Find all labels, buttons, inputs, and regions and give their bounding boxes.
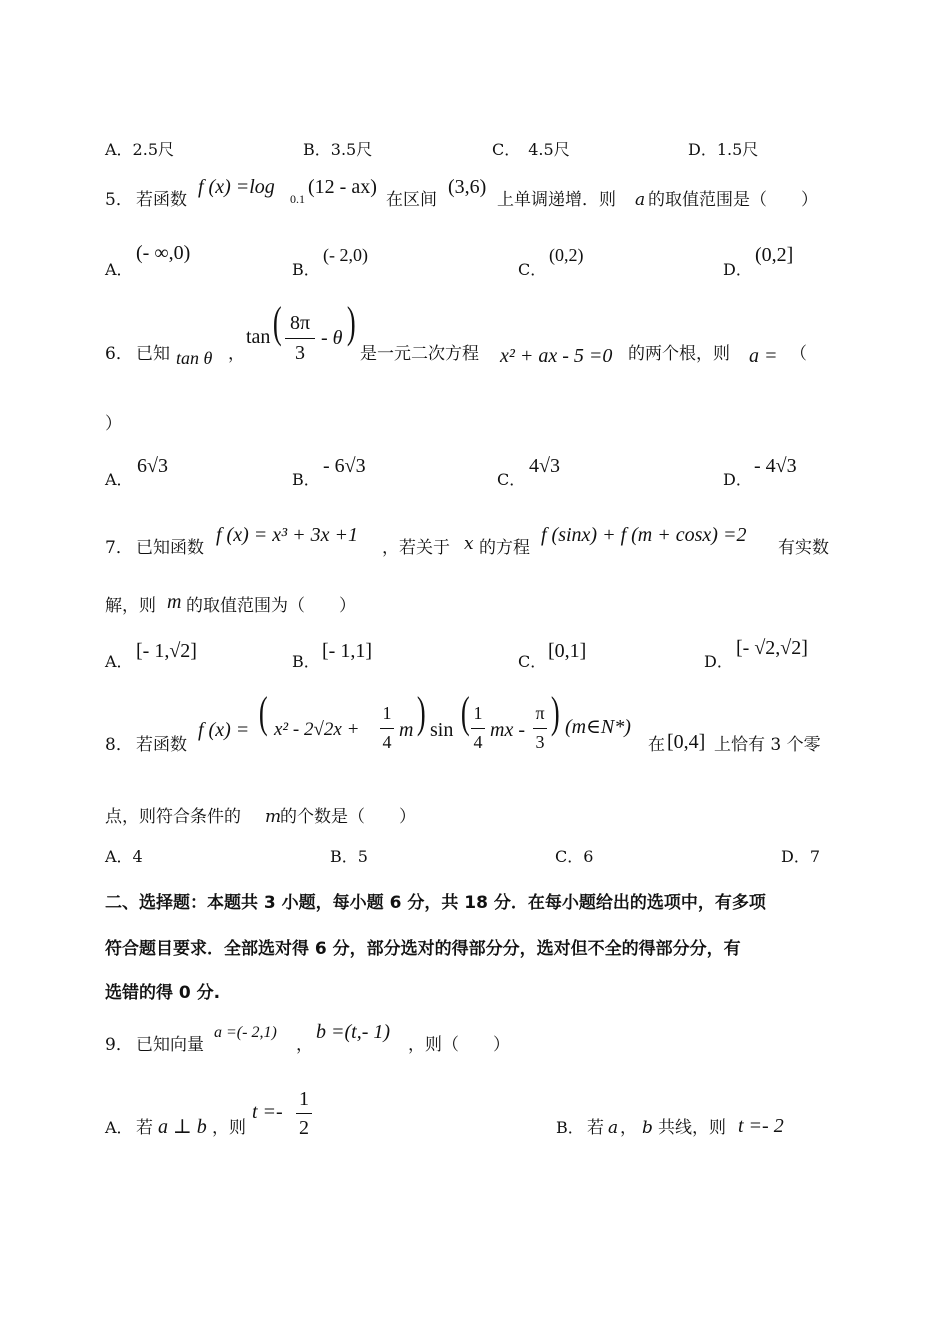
q5-option-a-label: A． <box>105 260 133 279</box>
q7-m: m <box>167 591 182 613</box>
q5-log-base: 0.1 <box>290 192 305 206</box>
q6-option-b: - 6√3 <box>323 455 366 477</box>
q6-minus-theta: - θ <box>321 327 343 349</box>
q8-option-b: B．5 <box>330 847 368 866</box>
q8-text: 在 <box>648 735 665 755</box>
q6-option-c-label: C． <box>497 470 526 489</box>
q6-tan-theta: tan θ <box>176 348 213 368</box>
q9-text: 已知向量 <box>136 1035 204 1055</box>
q5-text: 若函数 <box>136 190 187 210</box>
q5-function: f (x) =log <box>198 176 275 198</box>
q6-option-d: - 4√3 <box>754 455 797 477</box>
q5-interval: (3,6) <box>448 176 487 198</box>
q7-option-c-label: C． <box>518 652 547 671</box>
q8-frac3-bar <box>533 728 547 729</box>
q5-text: 上单调递增．则 <box>497 190 616 210</box>
q6-option-d-label: D． <box>723 470 752 489</box>
q6-text: 已知 <box>136 344 170 364</box>
q4-option-a: A．2.5尺 <box>105 140 175 159</box>
q9-option-a-text: ，则 <box>212 1118 246 1138</box>
q8-text: 若函数 <box>136 735 187 755</box>
q5-option-d: (0,2] <box>755 244 794 266</box>
q6-option-b-label: B． <box>292 470 320 489</box>
q9-option-a-frac-den: 2 <box>299 1117 309 1139</box>
q8-text: 的个数是（ ） <box>280 807 416 827</box>
q5-option-b-label: B． <box>292 260 320 279</box>
q7-text: ，若关于 <box>382 538 450 558</box>
q8-frac3-den: 3 <box>535 732 545 752</box>
q5-option-d-label: D． <box>723 260 752 279</box>
q7-text: 的取值范围为（ ） <box>186 596 356 616</box>
q9-option-a-frac-num: 1 <box>299 1088 309 1110</box>
q8-number: 8． <box>105 735 133 755</box>
q4-option-b: B．3.5尺 <box>303 140 373 159</box>
q9-option-b-a: a <box>608 1118 619 1138</box>
q8-frac2-bar <box>471 728 485 729</box>
section-2-line-2: 符合题目要求．全部选对得 6 分，部分选对的得部分分，选对但不全的得部分分，有 <box>105 939 741 959</box>
q7-equation: f (sinx) + f (m + cosx) =2 <box>541 524 747 546</box>
q5-option-b: (- 2,0) <box>323 245 368 265</box>
q7-text: 解，则 <box>105 596 156 616</box>
q8-part1: x² - 2√2x + <box>274 719 360 740</box>
q6-frac-numerator: 8π <box>289 312 311 334</box>
q8-text: 上恰有 3 个零 <box>714 735 821 755</box>
q6-text: 的两个根，则 <box>628 344 730 364</box>
q8-sin: sin <box>430 719 454 741</box>
q7-option-c: [0,1] <box>548 640 587 662</box>
q9-option-b-comma: ， <box>620 1118 637 1138</box>
q4-option-c: C． 4.5尺 <box>492 140 570 159</box>
q7-option-a-label: A． <box>105 652 133 671</box>
q4-option-d: D．1.5尺 <box>688 140 759 159</box>
q9-option-b-t: t =- 2 <box>738 1115 784 1137</box>
q7-option-b-label: B． <box>292 652 320 671</box>
q8-frac1-bar <box>380 728 394 729</box>
q8-option-c: C．6 <box>555 847 594 866</box>
q6-left-paren: ( <box>272 298 282 347</box>
q5-option-c-label: C． <box>518 260 547 279</box>
section-2-line-3: 选错的得 0 分. <box>105 983 221 1003</box>
q6-option-c: 4√3 <box>529 455 560 477</box>
q9-vector-a: a =(- 2,1) <box>214 1024 277 1041</box>
q9-option-a-text: 若 <box>136 1118 153 1138</box>
q6-number: 6． <box>105 344 133 364</box>
q9-option-b-text: 若 <box>587 1118 604 1138</box>
q8-m: m <box>399 719 414 741</box>
q9-number: 9． <box>105 1035 133 1055</box>
q6-frac-denominator: 3 <box>295 342 305 364</box>
q6-paren-open: （ <box>790 344 807 364</box>
q8-frac2-num: 1 <box>473 703 483 723</box>
q8-option-d: D．7 <box>781 847 821 866</box>
q6-equation: x² + ax - 5 =0 <box>500 345 613 367</box>
q7-option-a: [- 1,√2] <box>136 640 197 662</box>
q7-option-d-label: D． <box>704 652 733 671</box>
q8-mx: mx - <box>490 719 525 741</box>
q7-option-d: [- √2,√2] <box>736 637 808 659</box>
q7-function: f (x) = x³ + 3x +1 <box>216 524 358 546</box>
q9-vector-b: b =(t,- 1) <box>316 1021 391 1043</box>
q8-paren-2: ( <box>460 688 470 737</box>
q8-paren-1: ( <box>258 688 268 737</box>
q9-comma: ， <box>296 1035 313 1055</box>
q8-paren-2-close: ) <box>550 688 560 737</box>
q9-text: ，则（ ） <box>408 1035 510 1055</box>
q9-option-a-t: t =- <box>252 1101 283 1123</box>
q9-option-b-text: 共线，则 <box>658 1118 726 1138</box>
q6-variable: a = <box>749 345 778 367</box>
q8-text: 点，则符合条件的 <box>105 807 241 827</box>
q8-m: m <box>265 807 282 827</box>
q7-text: 的方程 <box>479 538 530 558</box>
q8-frac2-den: 4 <box>473 732 483 752</box>
section-2-line-1: 二、选择题：本题共 3 小题，每小题 6 分，共 18 分．在每小题给出的选项中，有多项 <box>105 893 766 913</box>
q5-text: 在区间 <box>386 190 437 210</box>
q6-fraction-bar <box>285 338 315 339</box>
q8-paren-1-close: ) <box>416 688 426 737</box>
q6-right-paren: ) <box>346 298 356 347</box>
q5-option-c: (0,2) <box>549 245 584 265</box>
q5-text: 的取值范围是（ ） <box>648 190 818 210</box>
q9-option-b-label: B． <box>556 1118 584 1137</box>
q5-option-a: (- ∞,0) <box>136 242 191 264</box>
q6-option-a-label: A． <box>105 470 133 489</box>
q8-frac1-num: 1 <box>382 703 392 723</box>
q6-comma: ， <box>228 344 245 364</box>
q8-frac3-num: π <box>535 703 545 723</box>
q8-frac1-den: 4 <box>382 732 392 752</box>
q9-option-b-b: b <box>642 1118 653 1138</box>
q7-option-b: [- 1,1] <box>322 640 372 662</box>
q7-text: 已知函数 <box>136 538 204 558</box>
q6-paren-close: ） <box>105 414 122 434</box>
q8-interval: [0,4] <box>667 731 706 753</box>
q7-x: x <box>464 534 474 554</box>
q8-condition: (m∈N*) <box>565 716 631 738</box>
q6-tan: tan <box>246 326 271 348</box>
q8-function: f (x) = <box>198 719 250 741</box>
q5-log-argument: (12 - ax) <box>308 176 377 198</box>
q6-text: 是一元二次方程 <box>360 344 479 364</box>
q5-variable: a <box>635 190 646 210</box>
q8-option-a: A．4 <box>105 847 143 866</box>
q7-text: 有实数 <box>778 538 829 558</box>
q9-option-a-frac-bar <box>296 1113 312 1114</box>
q9-option-a-condition: a ⊥ b <box>158 1116 207 1138</box>
q6-option-a: 6√3 <box>137 455 168 477</box>
q9-option-a-label: A． <box>105 1118 133 1137</box>
q7-number: 7． <box>105 538 133 558</box>
q5-number: 5． <box>105 190 133 210</box>
